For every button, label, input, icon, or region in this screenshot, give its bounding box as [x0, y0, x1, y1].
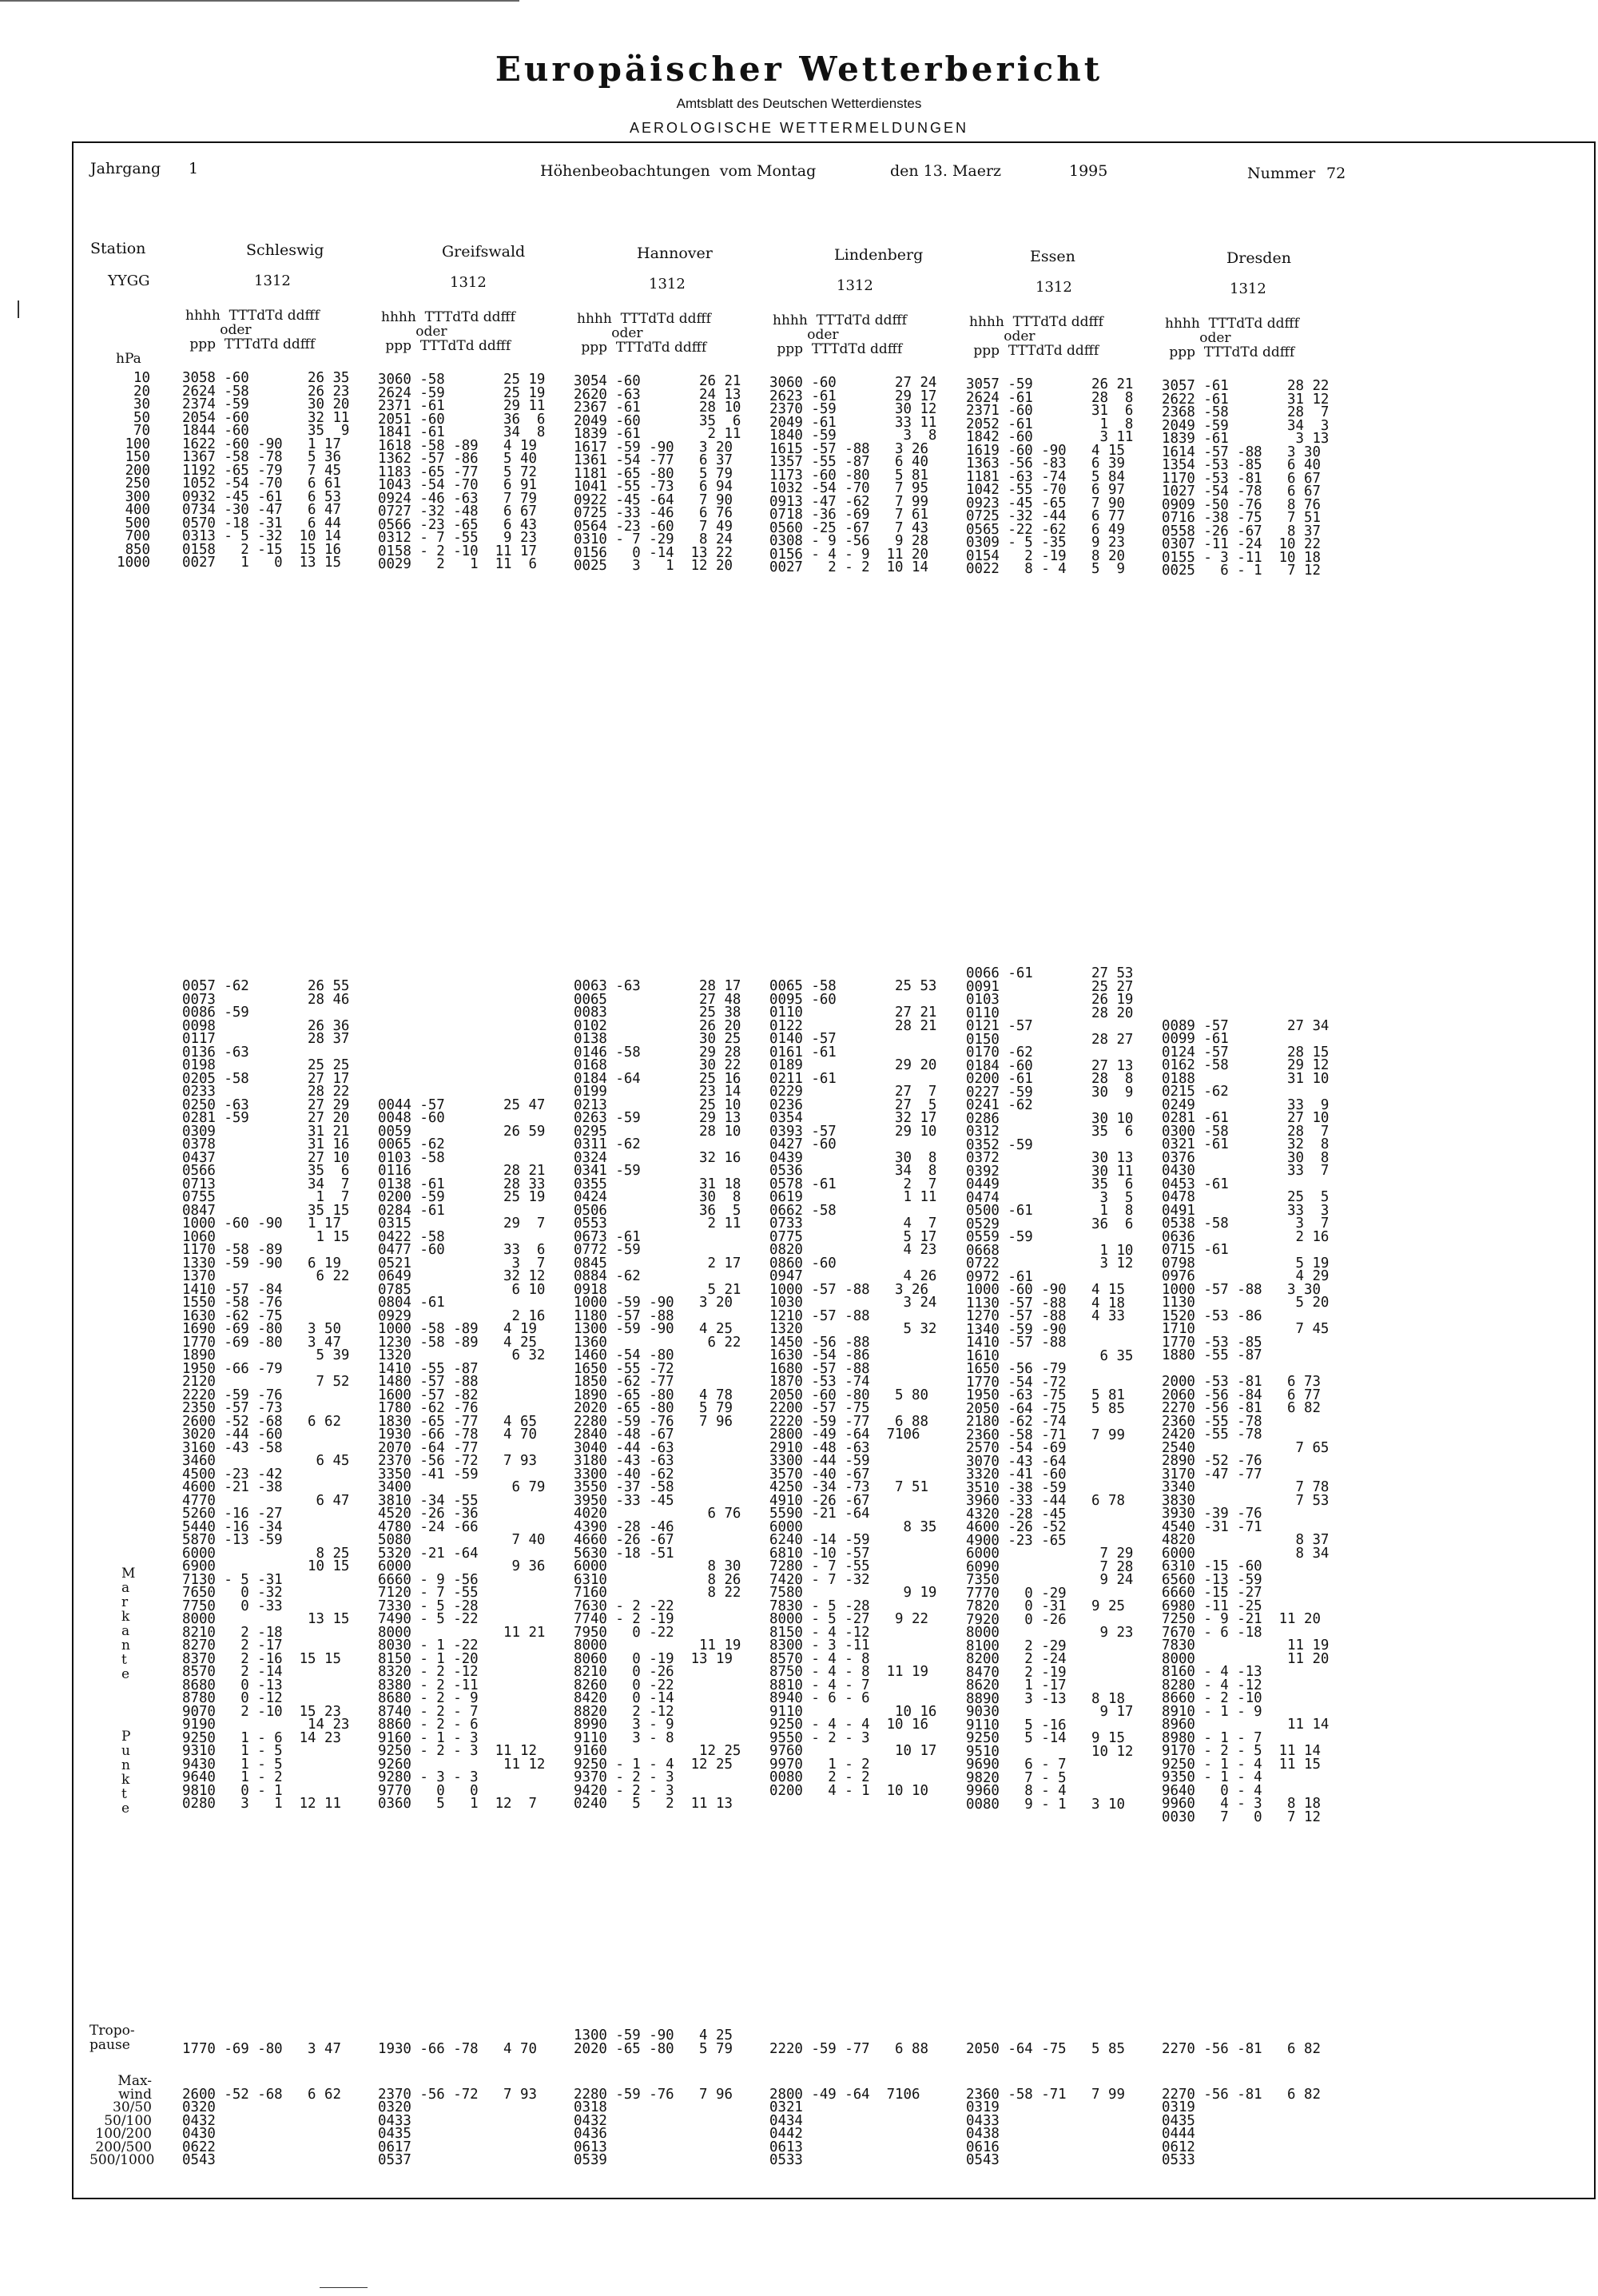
nummer-label: Nummer: [1247, 165, 1316, 182]
station-name-greifswald: Greifswald: [442, 243, 526, 261]
significant-points-schleswig: 0057 -62 26 55 0073 28 46 0086 -59 0098 26 36 0117 28 37 0136 -63 0198 25 25 0205 -58 27 17 0233 28 22 0250 -63 27 29 0281 -59 27 20 0309 31 21 0378 31 16 0437 27 10 0566 35 6 0713 34 7 0755 1 7 0847 35 15 1000 -60 -90 1 17 1060 1 15 1170 -58 -89 1330 -59 -90 6 19 1370 6 22 1410 -57 -84 1550 -58 -76 1630 -62 -75 1690 -69 -80 3 50 1770 -69 -80 3 47 1890 5 39 1950 -66 -79 2120 7 52 2220 -59 -76 2350 -57 -73 2600 -52 -68 6 62 3020 -44 -60 3160 -43 -58 3460 6 45 4500 -23 -42 4600 -21 -38 4770 6 47 5260 -16 -27 5440 -16 -34 5870 -13 -59 6000 8 25 6900 10 15 7130 - 5 -31 7650 0 -32 7750 0 -33 8000 13 15 8210 2 -18 8270 2 -17 8370 2 -16 15 15 8570 2 -14 8680 0 -13 8780 0 -12 9070 2 -10 15 23 9190 14 23 9250 1 - 6 14 23 9310 1 - 5 9430 1 - 5 9640 1 - 2 9810 0 - 1 0280 3 1 12 11: [182, 978, 350, 1812]
station-name-lindenberg: Lindenberg: [834, 246, 924, 264]
column-header-dresden: hhhh TTTdTd ddfff oder ppp TTTdTd ddfff: [1165, 316, 1299, 360]
jahrgang-value: 1: [189, 160, 199, 177]
station-name-hannover: Hannover: [637, 245, 713, 262]
markante-label: [121, 1566, 136, 1682]
station-name-essen: Essen: [1030, 248, 1075, 265]
report-year: 1995: [1069, 162, 1108, 180]
markante-text: Markante: [121, 1566, 136, 1682]
station-name-schleswig: Schleswig: [246, 241, 324, 259]
scan-mark: [320, 2287, 368, 2288]
maxwind-dresden: 2270 -56 -81 6 82 0319 0435 0444 0612 0533: [1162, 2086, 1321, 2168]
tropopause-dresden: 2270 -56 -81 6 82: [1162, 2040, 1321, 2057]
observation-text: Höhenbeobachtungen vom Montag: [540, 162, 817, 180]
station-yygg-schleswig: 1312: [254, 273, 291, 289]
report-date: den 13. Maerz: [890, 162, 1002, 180]
column-header-essen: hhhh TTTdTd ddfff oder ppp TTTdTd ddfff: [969, 314, 1103, 359]
column-header-schleswig: hhhh TTTdTd ddfff oder ppp TTTdTd ddfff: [185, 308, 320, 352]
maxwind-schleswig: 2600 -52 -68 6 62 0320 0432 0430 0622 0543: [182, 2086, 341, 2168]
tropopause-essen: 2050 -64 -75 5 85: [966, 2040, 1125, 2057]
maxwind-label: Max- wind 30/50 50/100 100/200 200/500 500/1000: [89, 2073, 155, 2168]
station-yygg-greifswald: 1312: [450, 274, 487, 291]
tropopause-schleswig: 1770 -69 -80 3 47: [182, 2040, 341, 2057]
section-title: AEROLOGISCHE WETTERMELDUNGEN: [629, 120, 969, 136]
top-rule: [0, 0, 519, 2]
station-label: Station: [90, 240, 146, 257]
standard-levels-hannover: 3054 -60 26 21 2620 -63 24 13 2367 -61 28 10 2049 -60 35 6 1839 -61 2 11 1617 -59 -90 3 20 1361 -54 -77 6 37 1181 -65 -80 5 79 1041 -55 -73 6 94 0922 -45 -64 7 90 0725 -33 -46 6 76 0564 -23 -60 7 49 0310 - 7 -29 8 24 0156 0 -14 13 22 0025 3 1 12 20: [574, 373, 741, 574]
standard-levels-dresden: 3057 -61 28 22 2622 -61 31 12 2368 -58 28 7 2049 -59 34 3 1839 -61 3 13 1614 -57 -88 3 30 1354 -53 -85 6 40 1170 -53 -81 6 67 1027 -54 -78 6 67 0909 -50 -76 8 76 0716 -38 -75 7 51 0558 -26 -67 8 37 0307 -11 -24 10 22 0155 - 3 -11 10 18 0025 6 - 1 7 12: [1162, 378, 1330, 579]
station-yygg-hannover: 1312: [649, 276, 686, 292]
tropopause-lindenberg: 2220 -59 -77 6 88: [769, 2040, 928, 2057]
significant-points-essen: 0066 -61 27 53 0091 25 27 0103 26 19 0110 28 20 0121 -57 0150 28 27 0170 -62 0184 -60 27 13 0200 -61 28 8 0227 -59 30 9 0241 -62 0286 30 10 0312 35 6 0352 -59 0372 30 13 0392 30 11 0449 35 6 0474 3 5 0500 -61 1 8 0529 36 6 0559 -59 0668 1 10 0722 3 12 0972 -61 1000 -60 -90 4 15 1130 -57 -88 4 18 1270 -57 -88 4 33 1340 -59 -90 1410 -57 -88 1610 6 35 1650 -56 -79 1770 -54 -72 1950 -63 -75 5 81 2050 -64 -75 5 85 2180 -62 -74 2360 -58 -71 7 99 2570 -54 -69 3070 -43 -64 3320 -41 -60 3510 -38 -59 3960 -33 -44 6 78 4320 -28 -45 4600 -26 -52 4900 -23 -65 6000 7 29 6090 7 28 7350 9 24 7770 0 -29 7820 0 -31 9 25 7920 0 -26 8000 9 23 8100 2 -29 8200 2 -24 8470 2 -19 8620 1 -17 8890 3 -13 8 18 9030 9 17 9110 5 -16 9250 5 -14 9 15 9510 10 12 9690 6 - 7 9820 7 - 5 9960 8 - 4 0080 9 - 1 3 10: [966, 965, 1134, 1813]
page-subtitle: Amtsblatt des Deutschen Wetterdienstes: [676, 96, 922, 111]
page-title: Europäischer Wetterbericht: [495, 50, 1103, 89]
station-yygg-essen: 1312: [1036, 279, 1072, 296]
punkte-label: [121, 1729, 131, 1816]
column-header-lindenberg: hhhh TTTdTd ddfff oder ppp TTTdTd ddfff: [773, 312, 907, 357]
standard-levels-schleswig: 3058 -60 26 35 2624 -58 26 23 2374 -59 30 20 2054 -60 32 11 1844 -60 35 9 1622 -60 -90 1 17 1367 -58 -78 5 36 1192 -65 -79 7 45 1052 -54 -70 6 61 0932 -45 -61 6 53 0734 -30 -47 6 47 0570 -18 -31 6 44 0313 - 5 -32 10 14 0158 2 -15 15 16 0027 1 0 13 15: [182, 370, 350, 571]
nummer-value: 72: [1326, 165, 1346, 182]
maxwind-greifswald: 2370 -56 -72 7 93 0320 0433 0435 0617 0537: [378, 2086, 537, 2168]
maxwind-lindenberg: 2800 -49 -64 7106 0321 0434 0442 0613 0533: [769, 2086, 920, 2168]
station-yygg-lindenberg: 1312: [837, 277, 873, 294]
tropopause-greifswald: 1930 -66 -78 4 70: [378, 2040, 537, 2057]
station-yygg-dresden: 1312: [1230, 281, 1266, 297]
significant-points-dresden: 0089 -57 27 34 0099 -61 0124 -57 28 15 0162 -58 29 12 0188 31 10 0215 -62 0249 33 9 0281 -61 27 10 0300 -58 28 7 0321 -61 32 8 0376 30 8 0430 33 7 0453 -61 0478 25 5 0491 33 3 0538 -58 3 7 0636 2 16 0715 -61 0798 5 19 0976 4 29 1000 -57 -88 3 30 1130 5 20 1520 -53 -86 1710 7 45 1770 -53 -85 1880 -55 -87 2000 -53 -81 6 73 2060 -56 -84 6 77 2270 -56 -81 6 82 2360 -55 -78 2420 -55 -78 2540 7 65 2890 -52 -76 3170 -47 -77 3340 7 78 3830 7 53 3930 -39 -76 4540 -31 -71 4820 8 37 6000 8 34 6310 -15 -60 6560 -13 -59 6660 -15 -27 6980 -11 -25 7250 - 9 -21 11 20 7670 - 6 -18 7830 11 19 8000 11 20 8160 - 4 -13 8280 - 4 -12 8660 - 2 -10 8910 - 1 - 9 8960 11 14 8980 - 1 - 7 9170 - 2 - 5 11 14 9250 - 1 - 4 11 15 9350 - 1 - 4 9640 0 - 4 9960 4 - 3 8 18 0030 7 0 7 12: [1162, 1017, 1330, 1825]
standard-levels-lindenberg: 3060 -60 27 24 2623 -61 29 17 2370 -59 30 12 2049 -61 33 11 1840 -59 3 8 1615 -57 -88 3 26 1357 -55 -87 6 40 1173 -60 -80 5 81 1032 -54 -70 7 95 0913 -47 -62 7 99 0718 -36 -69 7 61 0560 -25 -67 7 43 0308 - 9 -56 9 28 0156 - 4 - 9 11 20 0027 2 - 2 10 14: [769, 375, 937, 575]
station-name-dresden: Dresden: [1226, 249, 1291, 267]
maxwind-hannover: 2280 -59 -76 7 96 0318 0432 0436 0613 0539: [574, 2086, 733, 2168]
significant-points-greifswald: 0044 -57 25 47 0048 -60 0059 26 59 0065 -62 0103 -58 0116 28 21 0138 -61 28 33 0200 -59 25 19 0284 -61 0315 29 7 0422 -58 0477 -60 33 6 0521 3 7 0649 32 12 0785 6 10 0804 -61 0929 2 16 1000 -58 -89 4 19 1230 -58 -89 4 25 1320 6 32 1410 -55 -87 1480 -57 -88 1600 -57 -82 1780 -62 -76 1830 -65 -77 4 65 1930 -66 -78 4 70 2070 -64 -77 2370 -56 -72 7 93 3350 -41 -59 3400 6 79 3810 -34 -55 4520 -26 -36 4780 -24 -66 5080 7 40 5320 -21 -64 6000 9 36 6660 - 9 -56 7120 - 7 -55 7330 - 5 -28 7490 - 5 -22 8000 11 21 8030 - 1 -22 8150 - 1 -20 8320 - 2 -12 8380 - 2 -11 8680 - 2 - 9 8740 - 2 - 7 8860 - 2 - 6 9160 - 1 - 3 9250 - 2 - 3 11 12 9260 11 12 9280 - 3 - 3 9770 0 0 0360 5 1 12 7: [378, 1096, 546, 1812]
scan-mark: [18, 300, 19, 318]
jahrgang-label: Jahrgang: [90, 160, 161, 177]
standard-levels-greifswald: 3060 -58 25 19 2624 -59 25 19 2371 -61 29 11 2051 -60 36 6 1841 -61 34 8 1618 -58 -89 4 19 1362 -57 -86 5 40 1183 -65 -77 5 72 1043 -54 -70 6 91 0924 -46 -63 7 79 0727 -32 -48 6 67 0566 -23 -65 6 43 0312 - 7 -55 9 23 0158 - 2 -10 11 17 0029 2 1 11 6: [378, 372, 546, 572]
column-header-hannover: hhhh TTTdTd ddfff oder ppp TTTdTd ddfff: [577, 311, 711, 356]
hpa-label: hPa: [116, 351, 141, 367]
significant-points-hannover: 0063 -63 28 17 0065 27 48 0083 25 38 0102 26 20 0138 30 25 0146 -58 29 28 0168 30 22 0184 -64 25 16 0199 23 14 0213 25 10 0263 -59 29 13 0295 28 10 0311 -62 0324 32 16 0341 -59 0355 31 18 0424 30 8 0506 36 5 0553 2 11 0673 -61 0772 -59 0845 2 17 0884 -62 0918 5 21 1000 -59 -90 3 20 1180 -57 -88 1300 -59 -90 4 25 1360 6 22 1460 -54 -80 1650 -55 -72 1850 -62 -77 1890 -65 -80 4 78 2020 -65 -80 5 79 2280 -59 -76 7 96 2840 -48 -67 3040 -44 -63 3180 -43 -63 3300 -40 -62 3550 -37 -58 3950 -33 -45 4020 6 76 4390 -28 -46 4660 -26 -67 5630 -18 -51 6000 8 30 6310 8 26 7160 8 22 7630 - 2 -22 7740 - 2 -19 7950 0 -22 8000 11 19 8060 0 -19 13 19 8210 0 -26 8260 0 -22 8420 0 -14 8820 2 -12 8990 3 - 9 9110 3 - 8 9160 12 25 9250 - 1 - 4 12 25 9370 - 2 - 3 9420 - 2 - 3 0240 5 2 11 13: [574, 978, 741, 1812]
tropopause-hannover: 1300 -59 -90 4 25 2020 -65 -80 5 79: [574, 2027, 733, 2057]
yygg-label: YYGG: [108, 273, 150, 289]
punkte-text: Punkte: [121, 1729, 131, 1817]
tropopause-label: Tropo- pause: [89, 2023, 135, 2053]
maxwind-essen: 2360 -58 -71 7 99 0319 0433 0438 0616 0543: [966, 2086, 1125, 2168]
significant-points-lindenberg: 0065 -58 25 53 0095 -60 0110 27 21 0122 28 21 0140 -57 0161 -61 0189 29 20 0211 -61 0229 27 7 0236 27 5 0354 32 17 0393 -57 29 10 0427 -60 0439 30 8 0536 34 8 0578 -61 2 7 0619 1 11 0662 -58 0733 4 7 0775 5 17 0820 4 23 0860 -60 0947 4 26 1000 -57 -88 3 26 1030 3 24 1210 -57 -88 1320 5 32 1450 -56 -88 1630 -54 -86 1680 -57 -88 1870 -53 -74 2050 -60 -80 5 80 2200 -57 -75 2220 -59 -77 6 88 2800 -49 -64 7106 2910 -48 -63 3300 -44 -59 3570 -40 -67 4250 -34 -73 7 51 4910 -26 -67 5590 -21 -64 6000 8 35 6240 -14 -59 6810 -10 -57 7280 - 7 -55 7420 - 7 -32 7580 9 19 7830 - 5 -28 8000 - 5 -27 9 22 8150 - 4 -12 8300 - 3 -11 8570 - 4 - 8 8750 - 4 - 8 11 19 8810 - 4 - 7 8940 - 6 - 6 9110 10 16 9250 - 4 - 4 10 16 9550 - 2 - 3 9760 10 17 9970 1 - 2 0080 2 - 2 0200 4 - 1 10 10: [769, 978, 937, 1799]
pressure-levels: 10 20 30 50 70 100 150 200 250 300 400 500 700 850 1000: [117, 370, 150, 571]
column-header-greifswald: hhhh TTTdTd ddfff oder ppp TTTdTd ddfff: [381, 309, 515, 354]
standard-levels-essen: 3057 -59 26 21 2624 -61 28 8 2371 -60 31 6 2052 -61 1 8 1842 -60 3 11 1619 -60 -90 4 15 1363 -56 -83 6 39 1181 -63 -74 5 84 1042 -55 -70 6 97 0923 -45 -65 7 90 0725 -32 -44 6 77 0565 -22 -62 6 49 0309 - 5 -35 9 23 0154 2 -19 8 20 0022 8 - 4 5 9: [966, 376, 1134, 577]
